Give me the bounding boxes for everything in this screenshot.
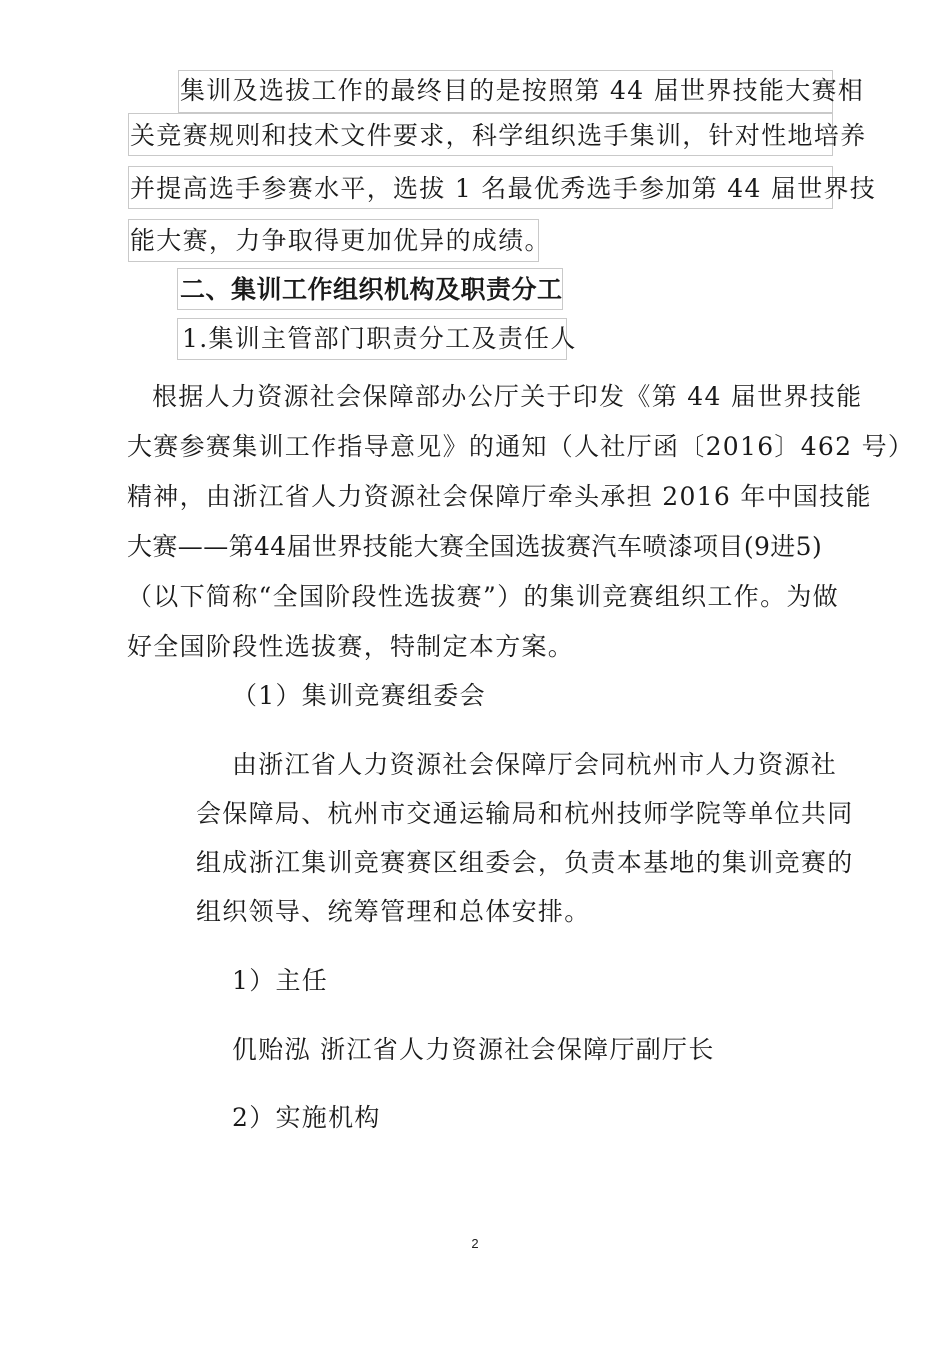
committee-line-4: 组织领导、统筹管理和总体安排。 [196, 897, 591, 926]
basis-line-3: 精神，由浙江省人力资源社会保障厅牵头承担 2016 年中国技能 [127, 482, 872, 511]
committee-line-2: 会保障局、杭州市交通运输局和杭州技师学院等单位共同 [196, 799, 854, 828]
basis-line-4: 大赛——第44届世界技能大赛全国选拔赛汽车喷漆项目(9进5) [127, 532, 823, 561]
intro-line-3: 并提高选手参赛水平，选拔 1 名最优秀选手参加第 44 届世界技 [130, 174, 877, 203]
director-entry: 仉贻泓 浙江省人力资源社会保障厅副厅长 [232, 1035, 715, 1064]
intro-line-4: 能大赛，力争取得更加优异的成绩。 [130, 226, 551, 255]
section-heading: 二、集训工作组织机构及职责分工 [180, 275, 563, 304]
agency-label: 2）实施机构 [232, 1103, 381, 1132]
basis-line-1: 根据人力资源社会保障部办公厅关于印发《第 44 届世界技能 [152, 382, 863, 411]
committee-line-3: 组成浙江集训竞赛赛区组委会，负责本基地的集训竞赛的 [196, 848, 854, 877]
basis-line-2: 大赛参赛集训工作指导意见》的通知（人社厅函〔2016〕462 号） [127, 432, 915, 461]
intro-line-2: 关竞赛规则和技术文件要求，科学组织选手集训，针对性地培养 [130, 121, 867, 150]
intro-line-1: 集训及选拔工作的最终目的是按照第 44 届世界技能大赛相 [180, 76, 865, 105]
subheading: 1.集训主管部门职责分工及责任人 [182, 324, 577, 353]
basis-line-5: （以下简称“全国阶段性选拔赛”）的集训竞赛组织工作。为做 [127, 582, 839, 611]
director-label: 1）主任 [232, 966, 329, 995]
committee-heading: （1）集训竞赛组委会 [232, 681, 486, 710]
basis-line-6: 好全国阶段性选拔赛，特制定本方案。 [127, 632, 575, 661]
page-number: 2 [471, 1236, 479, 1251]
committee-line-1: 由浙江省人力资源社会保障厅会同杭州市人力资源社 [232, 750, 837, 779]
